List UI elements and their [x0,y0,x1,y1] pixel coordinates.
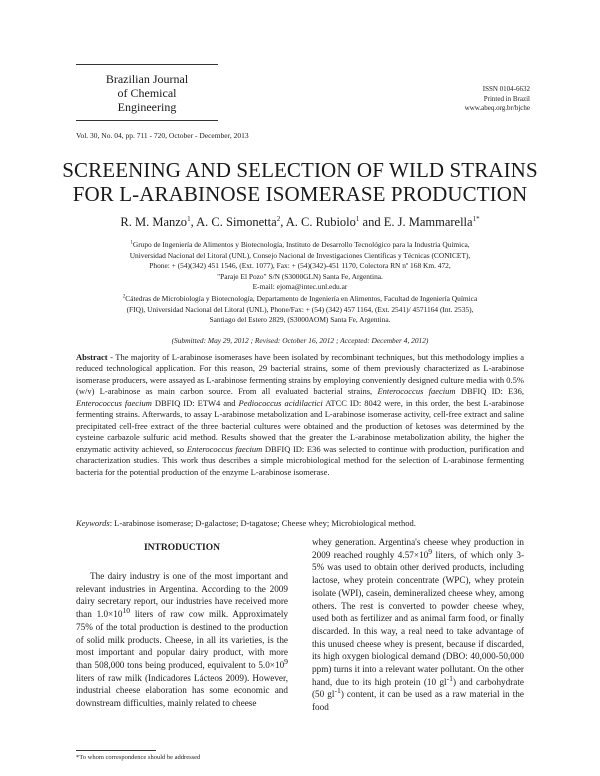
abstract-paragraph [76,352,524,478]
issn: ISSN 0104-6632 [482,85,530,93]
author-sup: 1 [355,214,360,223]
body-text: ) and carbohydrate (50 gl [312,676,525,700]
abstract-text: - The majority of L-arabinose isomerases have been isolated by recombinant techniques, but this methodology implies a reduced technological application. For this reason, 29 bacterial strains, some of them previously characterized as L-arabinose isomerase producers, were assayed as L-arabinose fermenting strains by employing conveniently designed culture media with 0.5% (w/v) L-arabinose as main carbon source. From all evaluated bacterial strains, [76,352,524,397]
body-text: ) content, it can be used as a raw material in the food [312,689,524,713]
author-separator: , [190,215,197,229]
affiliation-text: Grupo de Ingeniería de Alimentos y Biotecnología, Instituto de Desarrollo Tecnológico para la Industria Química, [132,240,470,249]
left-column [76,570,288,710]
keywords-label: Keywords [76,518,110,528]
author-separator: , [280,215,286,229]
affiliation-line [76,294,524,305]
affiliation-line [76,240,524,251]
affiliation-sup: 1 [130,240,133,246]
title-line: FOR L-ARABINOSE ISOMERASE PRODUCTION [72,182,528,206]
superscript: -1 [446,673,453,683]
superscript: 9 [284,656,288,666]
journal-name-line: of Chemical [117,86,177,100]
author: R. M. Manzo [120,215,188,229]
article-title [30,158,570,206]
body-paragraph [76,570,288,710]
section-heading-introduction: INTRODUCTION [143,543,220,553]
title-line: SCREENING AND SELECTION OF WILD STRAINS [62,158,538,182]
author-sup: 2 [276,214,281,223]
body-text: The dairy industry is one of the most important and relevant industries in Argentina. According to the 2009 dairy secretary report, our industries have received more than 1.0×10 [76,571,288,620]
body-text: liters of raw cow milk. Approximately 75% of the total production is destined to the production of solid milk products. Cheese, in all its varieties, is the most important and popular dairy product, with more than 508,000 tons being produced, equivalent to 5.0×10 [76,609,288,670]
abstract-label: Abstract [76,352,108,362]
author: A. C. Rubiolo [285,215,356,229]
species-name: Enterococcus faecium [76,397,152,408]
author-list [30,215,570,230]
abstract-text: DBFIQ ID: E36, [455,386,524,397]
journal-name-line: Engineering [117,100,177,114]
volume-info: Vol. 30, No. 04, pp. 711 - 720, October - December, 2013 [76,131,249,140]
affiliation-line: Phone: + (54)(342) 451 1546, (Ext. 1077), Fax: + (54)(342)-451 1170, Colectora RN nº 168 Km. 472, [149,261,451,271]
footnote-rule [76,750,156,751]
body-text: liters of raw milk (Indicadores Lácteos 2009). However, industrial cheese elaboration has some economic and downstream difficulties, mainly related to cheese [76,672,288,709]
affiliation-1 [76,240,524,293]
affiliation-line: (FIQ), Universidad Nacional del Litoral (UNL), Phone/Fax: + (54) (342) 457 1164, (Ext. 2541)/ 4571164 (Int. 2535), [126,304,474,314]
superscript: 9 [428,546,433,556]
journal-website[interactable]: www.abeq.org.br/bjche [464,104,530,112]
species-name: Enterococcus faecium [186,443,263,454]
keywords [76,518,524,529]
body-text: whey generation. Argentina's cheese whey production in 2009 reached roughly 4.57×10 [312,537,524,560]
affiliation-text: Cátedras de Microbiología y Biotecnología, Departamento de Ingeniería en Alimentos, Facultad de Ingeniería Química [125,294,478,303]
body-paragraph [312,536,524,714]
abstract [76,352,524,478]
author-sup: 1 [187,214,191,223]
species-name: Enterococcus faecium [377,386,456,397]
superscript: 10 [122,606,131,616]
author: E. J. Mammarella [383,215,473,229]
superscript: -1 [334,686,341,696]
abstract-text: ATCC ID: 8042 were, in this order, the best L-arabinose fermenting strains. Afterwards, to assay L-arabinose metabolization and L-arabinose isomerase activity, cell-free extract and saline precipitated cell-free extract of the three bacterial cultures were obtained and the production of ketoses was determined by the cysteine carbazole sulfuric acid method. Results showed that the greater the L-arabinose metabolization ability, the higher the enzymatic activity achieved, so [76,397,524,454]
printed-in: Printed in Brazil [483,94,530,103]
species-name: Pediococcus acidilactici [238,397,323,408]
affiliation-line: Universidad Nacional del Litoral (UNL), Consejo Nacional de Investigaciones Científicas y Técnicas (CONICET), [129,250,471,260]
footnote: *To whom correspondence should be addressed [76,754,201,761]
body-text: liters, of which only 3-5% was used to obtain other derived products, including lactose, whey protein concentrate (WPC), whey protein isolate (WPI), casein, demineralized cheese whey, among others. The rest is converted to powder cheese whey, used both as fertilizer and as animal farm food, or finally discarded. In this way, a real need to take advantage of this unused cheese whey is present, because if discarded, its high oxygen biological demand (DBO: 40,000-50,000 ppm) turns it into a relevant water pollutant. On the other hand, due to its high protein (10 gl [312,549,525,687]
corresponding-email[interactable]: E-mail: ejoma@intec.unl.edu.ar [252,282,348,292]
affiliation-2 [76,294,524,326]
affiliation-line: Santiago del Estero 2829, (S3000AOM) Santa Fe, Argentina. [209,315,391,325]
author: A. C. Simonetta [196,215,277,229]
author-separator: and [359,215,384,229]
journal-name-line: Brazilian Journal [105,72,189,86]
abstract-text: DBFIQ ID: ETW4 and [151,397,239,408]
affiliation-line: "Paraje El Pozo" S/N (S3000GLN) Santa Fe, Argentina. [217,271,383,281]
keywords-text: : L-arabinose isomerase; D-galactose; D-tagatose; Cheese whey; Microbiological method. [109,518,416,528]
issn-block [360,85,530,114]
right-column [312,536,524,714]
journal-name [76,64,218,121]
abstract-text: DBFIQ ID: E36 was selected to continue with production, purification and characterization studies. This work thus describes a simple microbiological method for the selection of L-arabinose fermenting bacteria for the potential production of the enzyme L-arabinose isomerase. [76,443,524,477]
submission-dates: (Submitted: May 29, 2012 ; Revised: October 16, 2012 ; Accepted: December 4, 2012) [171,336,429,345]
affiliation-sup: 2 [122,294,126,300]
author-sup: 1* [472,214,480,223]
